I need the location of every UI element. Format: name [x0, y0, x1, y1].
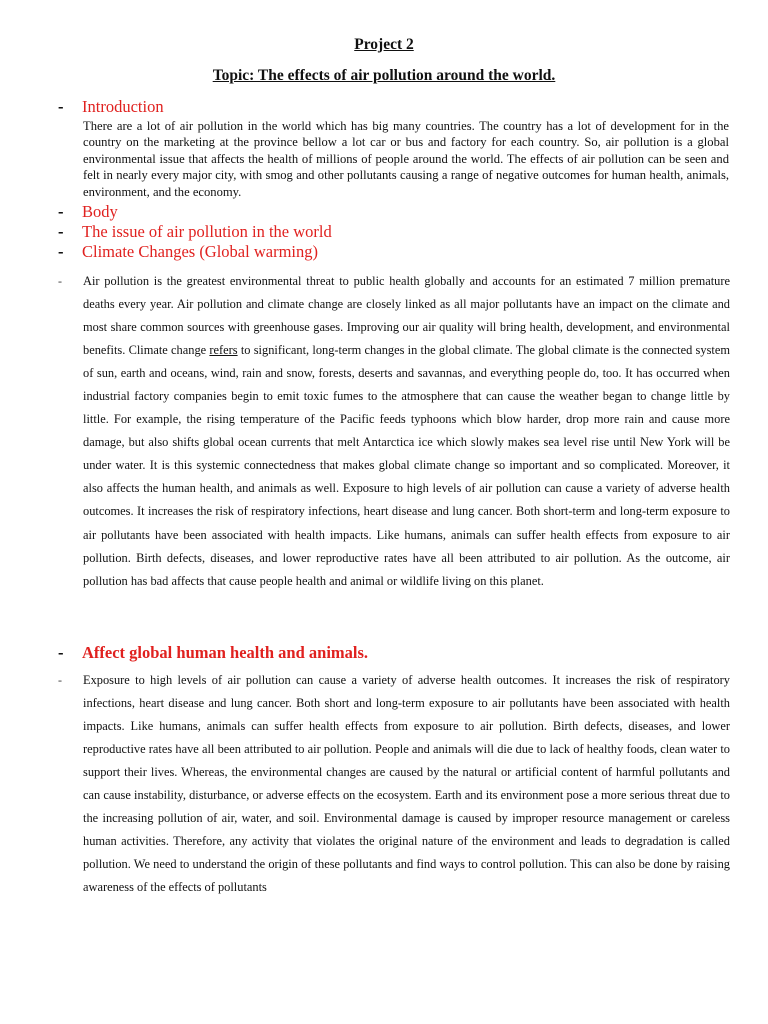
heading-affect-label: Affect global human health and animals. — [82, 643, 369, 662]
climate-paragraph — [83, 270, 730, 593]
heading-body-label: Body — [82, 202, 118, 221]
heading-introduction-label: Introduction — [82, 97, 164, 116]
document-topic: Topic: The effects of air pollution around the world. — [212, 67, 556, 84]
bullet-dash: - — [58, 202, 64, 221]
paragraph-dash: - — [58, 274, 62, 288]
heading-issue — [58, 222, 332, 242]
affect-paragraph: Exposure to high levels of air pollution can cause a variety of adverse health outcomes. It increases the risk of respiratory infections, heart disease and lung cancer. Both short and long-term exposure to air pollutants have been associated with health impacts. Like humans, animals can suffer health effects from exposure to air pollution. Birth defects, diseases, and lower reproductive rates have all been attributed to air pollution. People and animals will die due to lack of healthy foods, clean water to support their lives. Whereas, the environmental changes are caused by the natural or artificial content of harmful pollutants and can cause instability, disturbance, or adverse effects on the ecosystem. Earth and its environment pose a more serious threat due to the increasing pollution of air, water, and soil. Environmental damage is caused by improper resource management or careless human activities. Therefore, any activity that violates the original nature of the environment and leads to degradation is called pollution. We need to understand the origin of these pollutants and find ways to control pollution. This can also be done by raising awareness of the effects of pollutants — [83, 673, 730, 895]
bullet-dash: - — [58, 643, 64, 662]
document-title: Project 2 — [354, 36, 414, 53]
heading-body — [58, 202, 118, 222]
climate-text-part-a: Air pollution is the greatest environmental threat to public health globally and accounts for an estimated 7 million premature deaths every year. Air pollution and climate change are closely linked as all major pollutants have an impact on the climate and most share common sources with greenhouse gases. Improving our air quality will bring health, development, and environmental benefits. Climate change — [83, 274, 730, 358]
refers-word: refers — [209, 343, 238, 358]
heading-climate-label: Climate Changes (Global warming) — [82, 242, 318, 261]
bullet-dash: - — [58, 97, 64, 116]
climate-text-part-b: to significant, long-term changes in the global climate. The global climate is the connected system of sun, earth and oceans, wind, rain and snow, forests, deserts and savannas, and everything people do, too. It has occurred when industrial factory companies begin to emit toxic fumes to the atmosphere that can cause the weather began to change little by little. For example, the rising temperature of the Pacific feeds typhoons which blow harder, drop more rain and cause more damage, but also shifts global ocean currents that melt Antarctica ice which slowly makes sea level rise until New York will be under water. It is this systemic connectedness that makes global climate change so important and so complicated. Moreover, it also affects the human health, and animals as well. Exposure to high levels of air pollution can cause a variety of adverse health outcomes. It increases the risk of respiratory infections, heart disease and lung cancer. Both short-term and long-term exposure to air pollutants have been associated with health impacts. Like humans, animals can suffer health effects from exposure to air pollution. Birth defects, diseases, and lower reproductive rates have all been attributed to air pollution. As the outcome, air pollution has bad affects that cause people health and animal or wildlife living on this planet. — [83, 343, 730, 588]
bullet-dash: - — [58, 222, 64, 241]
heading-issue-label: The issue of air pollution in the world — [82, 222, 332, 241]
heading-climate — [58, 242, 318, 262]
bullet-dash: - — [58, 242, 64, 261]
heading-affect — [58, 643, 368, 663]
introduction-paragraph: There are a lot of air pollution in the world which has big many countries. The country has a lot of development for in the country on the marketing at the province bellow a lot car or bus and factory for each country. So, air pollution is a global environmental issue that affects the health of millions of people around the world. The effects of air pollution can be seen and felt in nearly every major city, with smog and other pollutants causing a range of negative outcomes for human health, animals, environment, and the economy. — [83, 119, 729, 199]
heading-introduction — [58, 97, 164, 117]
paragraph-dash: - — [58, 673, 62, 687]
